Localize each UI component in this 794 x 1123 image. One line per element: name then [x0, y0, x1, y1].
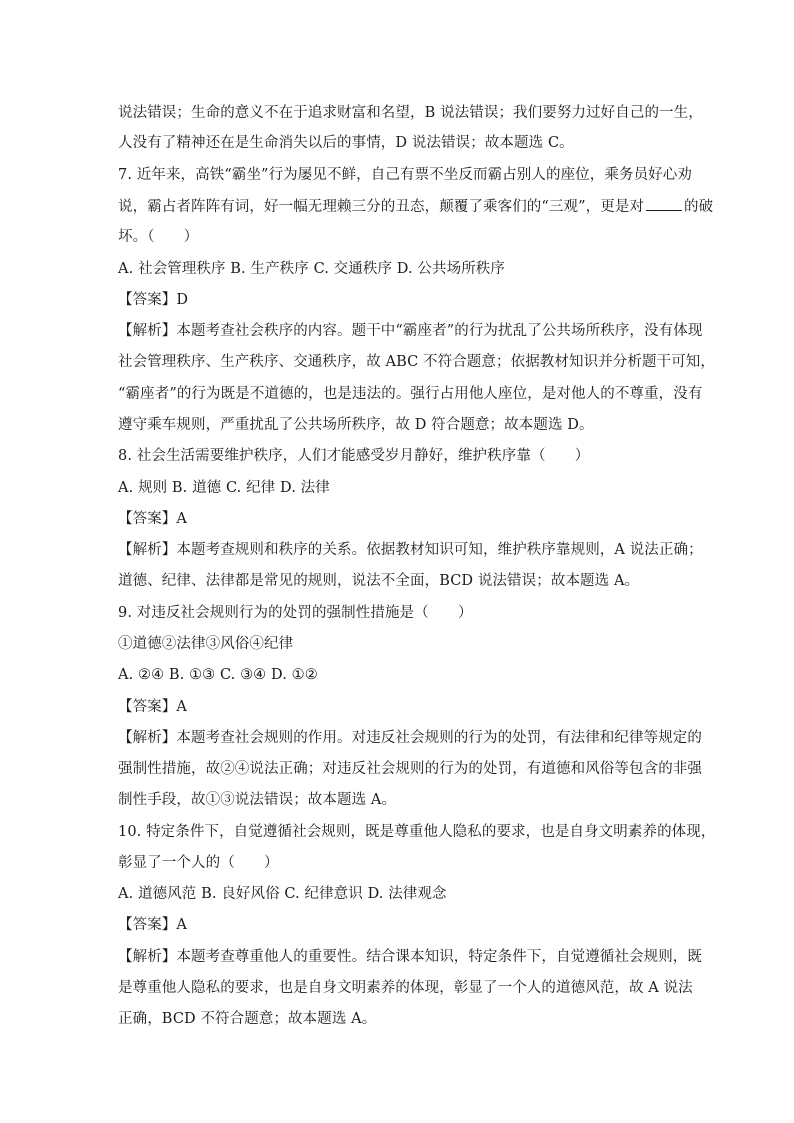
question-7-stem-end: 坏。（ ） — [118, 229, 199, 245]
question-9-analysis: 【解析】本题考查社会规则的作用。对违反社会规则的行为的处罚，有法律和纪律等规定的 — [118, 730, 702, 746]
question-10-options: A. 道德风范 B. 良好风俗 C. 纪律意识 D. 法律观念 — [118, 886, 447, 902]
question-7-analysis: 社会管理秩序、生产秩序、交通秩序，故 ABC 不符合题意；依据教材知识并分析题干可知， — [118, 354, 716, 370]
question-8-analysis: 道德、纪律、法律都是常见的规则，说法不全面，BCD 说法错误；故本题选 A。 — [118, 573, 640, 589]
question-8-answer: 【答案】A — [118, 511, 187, 527]
question-7-analysis: 遵守乘车规则，严重扰乱了公共场所秩序，故 D 符合题意；故本题选 D。 — [118, 417, 594, 433]
question-7-analysis: 【解析】本题考查社会秩序的内容。题干中“霸座者”的行为扰乱了公共场所秩序，没有体现 — [118, 323, 703, 339]
question-7-text: 说，霸占者阵阵有词，好一幅无理赖三分的丑态，颠覆了乘客们的“三观”，更是对 — [118, 199, 645, 215]
question-7-stem: 7. 近年来，高铁“霸坐”行为屡见不鲜，自己有票不坐反而霸占别人的座位，乘务员好心劝 — [118, 167, 692, 183]
question-10-analysis: 正确，BCD 不符合题意；故本题选 A。 — [118, 1011, 377, 1027]
question-9-analysis: 制性手段，故①③说法错误；故本题选 A。 — [118, 792, 397, 808]
question-9-answer: 【答案】A — [118, 699, 187, 715]
question-7-text-end: 的破 — [684, 199, 714, 215]
question-9-items: ①道德②法律③风俗④纪律 — [118, 636, 294, 652]
question-9-stem: 9. 对违反社会规则行为的处罚的强制性措施是（ ） — [118, 605, 473, 621]
text-line: 人没有了精神还在是生命消失以后的事情，D 说法错误；故本题选 C。 — [118, 135, 574, 151]
question-10-stem: 10. 特定条件下，自觉遵循社会规则，既是尊重他人隐私的要求，也是自身文明素养的体现， — [118, 824, 716, 840]
question-7-analysis: “霸座者”的行为既是不道德的，也是违法的。强行占用他人座位，是对他人的不尊重，没有 — [118, 386, 703, 402]
question-7-stem-cont — [118, 196, 714, 217]
question-7-answer: 【答案】D — [118, 292, 189, 308]
text-line: 说法错误；生命的意义不在于追求财富和名望，B 说法错误；我们要努力过好自己的一生， — [118, 105, 703, 121]
question-10-stem: 彰显了一个人的（ ） — [118, 855, 279, 871]
question-10-answer: 【答案】A — [118, 917, 187, 933]
question-7-options: A. 社会管理秩序 B. 生产秩序 C. 交通秩序 D. 公共场所秩序 — [118, 261, 506, 277]
question-10-analysis: 【解析】本题考查尊重他人的重要性。结合课本知识，特定条件下，自觉遵循社会规则，既 — [118, 949, 702, 965]
question-8-analysis: 【解析】本题考查规则和秩序的关系。依据教材知识可知，维护秩序靠规则，A 说法正确； — [118, 542, 703, 558]
question-10-analysis: 是尊重他人隐私的要求，也是自身文明素养的体现，彰显了一个人的道德风范，故 A 说法 — [118, 980, 693, 996]
fill-blank — [646, 196, 682, 211]
question-9-analysis: 强制性措施，故②④说法正确；对违反社会规则的行为的处罚，有道德和风俗等包含的非强 — [118, 761, 702, 777]
question-8-stem: 8. 社会生活需要维护秩序，人们才能感受岁月静好，维护秩序靠（ ） — [118, 448, 590, 464]
question-8-options: A. 规则 B. 道德 C. 纪律 D. 法律 — [118, 480, 330, 496]
question-9-options: A. ②④ B. ①③ C. ③④ D. ①② — [118, 667, 318, 683]
